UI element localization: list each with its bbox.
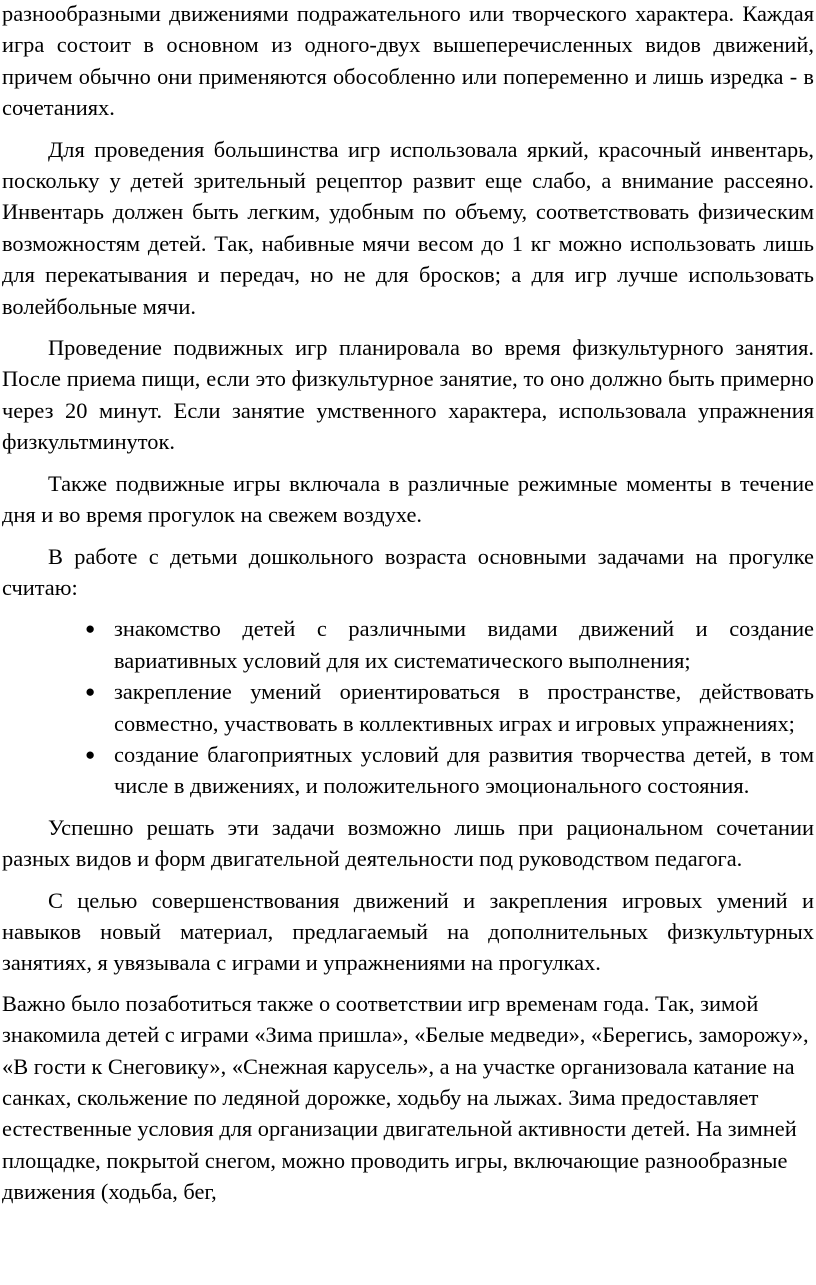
list-item: [85, 613, 814, 676]
paragraph-seasons: Важно было позаботиться также о соответствии игр временам года. Так, зимой знакомила детей с играми «Зима пришла», «Белые медведи», «Берегись, заморожу», «В гости к Снеговику», «Снежная карусель», а на участке организовала катание на санках, скольжение по ледяной дорожке, ходьбу на лыжах. Зима предоставляет естественные условия для организации двигательной активности детей. На зимней площадке, покрытой снегом, можно проводить игры, включающие разнообразные движения (ходьба, бег,: [2, 990, 809, 1205]
bullet-icon: ●: [85, 744, 96, 764]
paragraph-improvement: С целью совершенствования движений и закрепления игровых умений и навыков новый материал, предлагаемый на дополнительных физкультурных занятиях, я увязывала с играми и упражнениями на прогулках.: [2, 887, 814, 976]
paragraph-inventory: Для проведения большинства игр использовала яркий, красочный инвентарь, поскольку у детей зрительный рецептор развит еще слабо, а внимание рассеяно. Инвентарь должен быть легким, удобным по объему, соответствовать физическим возможностям детей. Так, набивные мячи весом до 1 кг можно использовать лишь для перекатывания и передач, но не для бросков; а для игр лучше использовать волейбольные мячи.: [2, 136, 814, 319]
bullet-icon: ●: [85, 682, 96, 702]
list-item-text: создание благоприятных условий для развития творчества детей, в том числе в движениях, и положительного эмоционального состояния.: [114, 741, 814, 799]
paragraph-walk-tasks-intro: В работе с детьми дошкольного возраста основными задачами на прогулке считаю:: [2, 543, 814, 600]
paragraph-continuation: разнообразными движениями подражательного или творческого характера. Каждая игра состоит в основном из одного-двух вышеперечисленных видов движений, причем обычно они применяются обособленно или попеременно и лишь изредка - в сочетаниях.: [2, 1, 814, 121]
paragraph-success: Успешно решать эти задачи возможно лишь при рациональном сочетании разных видов и форм двигательной деятельности под руководством педагога.: [2, 814, 814, 872]
list-item: [85, 739, 814, 802]
list-item: [85, 676, 814, 739]
list-item-text: закрепление умений ориентироваться в пространстве, действовать совместно, участвовать в коллективных играх и игровых упражнениях;: [114, 679, 814, 736]
paragraph-regime-moments: Также подвижные игры включала в различные режимные моменты в течение дня и во время прогулок на свежем воздухе.: [2, 470, 814, 528]
paragraph-planning: Проведение подвижных игр планировала во время физкультурного занятия. После приема пищи, если это физкультурное занятие, то оно должно быть примерно через 20 минут. Если занятие умственного характера, использовала упражнения физкультминуток.: [2, 335, 814, 455]
list-item-text: знакомство детей с различными видами движений и создание вариативных условий для их систематического выполнения;: [114, 616, 814, 673]
bullet-icon: ●: [85, 619, 96, 639]
tasks-bullet-list: [2, 613, 814, 801]
